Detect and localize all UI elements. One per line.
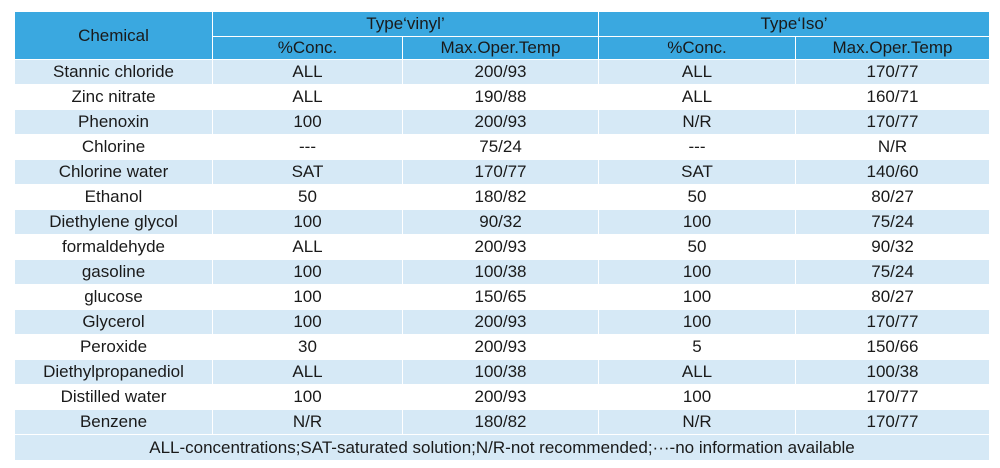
table-row	[15, 235, 990, 260]
cell-vinyl-conc: SAT	[213, 160, 403, 185]
cell-vinyl-conc: ALL	[213, 60, 403, 85]
cell-iso-conc: ---	[599, 135, 796, 160]
cell-chemical: Glycerol	[15, 310, 213, 335]
cell-iso-temp: 150/66	[796, 335, 990, 360]
table-row	[15, 285, 990, 310]
cell-vinyl-temp: 200/93	[403, 335, 599, 360]
cell-chemical: Diethylene glycol	[15, 210, 213, 235]
cell-iso-temp: 170/77	[796, 410, 990, 435]
cell-vinyl-conc: N/R	[213, 410, 403, 435]
cell-vinyl-temp: 200/93	[403, 310, 599, 335]
header-type-vinyl: Type‘vinyl’	[213, 12, 599, 37]
cell-vinyl-temp: 75/24	[403, 135, 599, 160]
header-chemical: Chemical	[15, 12, 213, 60]
cell-vinyl-conc: 100	[213, 310, 403, 335]
cell-iso-conc: 100	[599, 285, 796, 310]
table-row	[15, 160, 990, 185]
cell-vinyl-conc: 100	[213, 260, 403, 285]
cell-iso-conc: ALL	[599, 360, 796, 385]
cell-iso-temp: 100/38	[796, 360, 990, 385]
cell-iso-conc: 50	[599, 185, 796, 210]
cell-vinyl-temp: 200/93	[403, 110, 599, 135]
cell-vinyl-conc: 100	[213, 285, 403, 310]
cell-chemical: Phenoxin	[15, 110, 213, 135]
table-row	[15, 185, 990, 210]
cell-iso-conc: N/R	[599, 110, 796, 135]
cell-iso-temp: 160/71	[796, 85, 990, 110]
cell-iso-conc: N/R	[599, 410, 796, 435]
cell-vinyl-temp: 200/93	[403, 385, 599, 410]
cell-iso-temp: 80/27	[796, 185, 990, 210]
table-row	[15, 260, 990, 285]
table-header	[15, 12, 990, 60]
cell-iso-temp: 75/24	[796, 210, 990, 235]
chemical-resistance-table-container	[14, 11, 989, 460]
cell-iso-conc: 5	[599, 335, 796, 360]
table-row	[15, 210, 990, 235]
table-row	[15, 360, 990, 385]
cell-vinyl-temp: 150/65	[403, 285, 599, 310]
header-type-iso: Type‘Iso’	[599, 12, 990, 37]
cell-chemical: Ethanol	[15, 185, 213, 210]
cell-iso-temp: 170/77	[796, 385, 990, 410]
table-row	[15, 110, 990, 135]
cell-chemical: glucose	[15, 285, 213, 310]
cell-vinyl-temp: 190/88	[403, 85, 599, 110]
cell-vinyl-temp: 170/77	[403, 160, 599, 185]
header-vinyl-conc: %Conc.	[213, 37, 403, 60]
cell-chemical: Zinc nitrate	[15, 85, 213, 110]
cell-chemical: gasoline	[15, 260, 213, 285]
cell-vinyl-conc: ALL	[213, 85, 403, 110]
cell-iso-conc: 100	[599, 260, 796, 285]
cell-iso-temp: 90/32	[796, 235, 990, 260]
cell-iso-temp: 80/27	[796, 285, 990, 310]
table-row	[15, 85, 990, 110]
cell-iso-conc: ALL	[599, 85, 796, 110]
cell-chemical: Chlorine water	[15, 160, 213, 185]
cell-iso-conc: 100	[599, 210, 796, 235]
cell-vinyl-temp: 200/93	[403, 235, 599, 260]
cell-iso-temp: 140/60	[796, 160, 990, 185]
cell-vinyl-conc: ---	[213, 135, 403, 160]
cell-iso-temp: N/R	[796, 135, 990, 160]
cell-vinyl-temp: 90/32	[403, 210, 599, 235]
cell-chemical: Chlorine	[15, 135, 213, 160]
cell-chemical: Diethylpropanediol	[15, 360, 213, 385]
cell-chemical: Peroxide	[15, 335, 213, 360]
table-row	[15, 310, 990, 335]
table-footnote: ALL-concentrations;SAT-saturated solution;N/R-not recommended;···-no information available	[15, 435, 990, 461]
cell-vinyl-temp: 200/93	[403, 60, 599, 85]
cell-iso-temp: 170/77	[796, 310, 990, 335]
cell-vinyl-conc: ALL	[213, 235, 403, 260]
cell-chemical: Benzene	[15, 410, 213, 435]
table-body	[15, 60, 990, 435]
table-row	[15, 335, 990, 360]
header-vinyl-temp: Max.Oper.Temp	[403, 37, 599, 60]
cell-vinyl-conc: 100	[213, 385, 403, 410]
table-row	[15, 60, 990, 85]
cell-iso-conc: 100	[599, 310, 796, 335]
table-row	[15, 385, 990, 410]
cell-vinyl-conc: 50	[213, 185, 403, 210]
cell-iso-conc: ALL	[599, 60, 796, 85]
table-row	[15, 410, 990, 435]
chemical-resistance-table	[14, 11, 990, 460]
header-iso-temp: Max.Oper.Temp	[796, 37, 990, 60]
header-iso-conc: %Conc.	[599, 37, 796, 60]
cell-vinyl-conc: 100	[213, 110, 403, 135]
cell-chemical: formaldehyde	[15, 235, 213, 260]
cell-chemical: Distilled water	[15, 385, 213, 410]
cell-chemical: Stannic chloride	[15, 60, 213, 85]
cell-vinyl-temp: 180/82	[403, 185, 599, 210]
cell-iso-temp: 75/24	[796, 260, 990, 285]
cell-vinyl-temp: 180/82	[403, 410, 599, 435]
cell-vinyl-conc: 30	[213, 335, 403, 360]
cell-vinyl-conc: ALL	[213, 360, 403, 385]
table-row	[15, 135, 990, 160]
cell-iso-conc: 100	[599, 385, 796, 410]
cell-vinyl-temp: 100/38	[403, 360, 599, 385]
cell-iso-temp: 170/77	[796, 110, 990, 135]
cell-vinyl-temp: 100/38	[403, 260, 599, 285]
cell-vinyl-conc: 100	[213, 210, 403, 235]
cell-iso-conc: 50	[599, 235, 796, 260]
cell-iso-temp: 170/77	[796, 60, 990, 85]
cell-iso-conc: SAT	[599, 160, 796, 185]
